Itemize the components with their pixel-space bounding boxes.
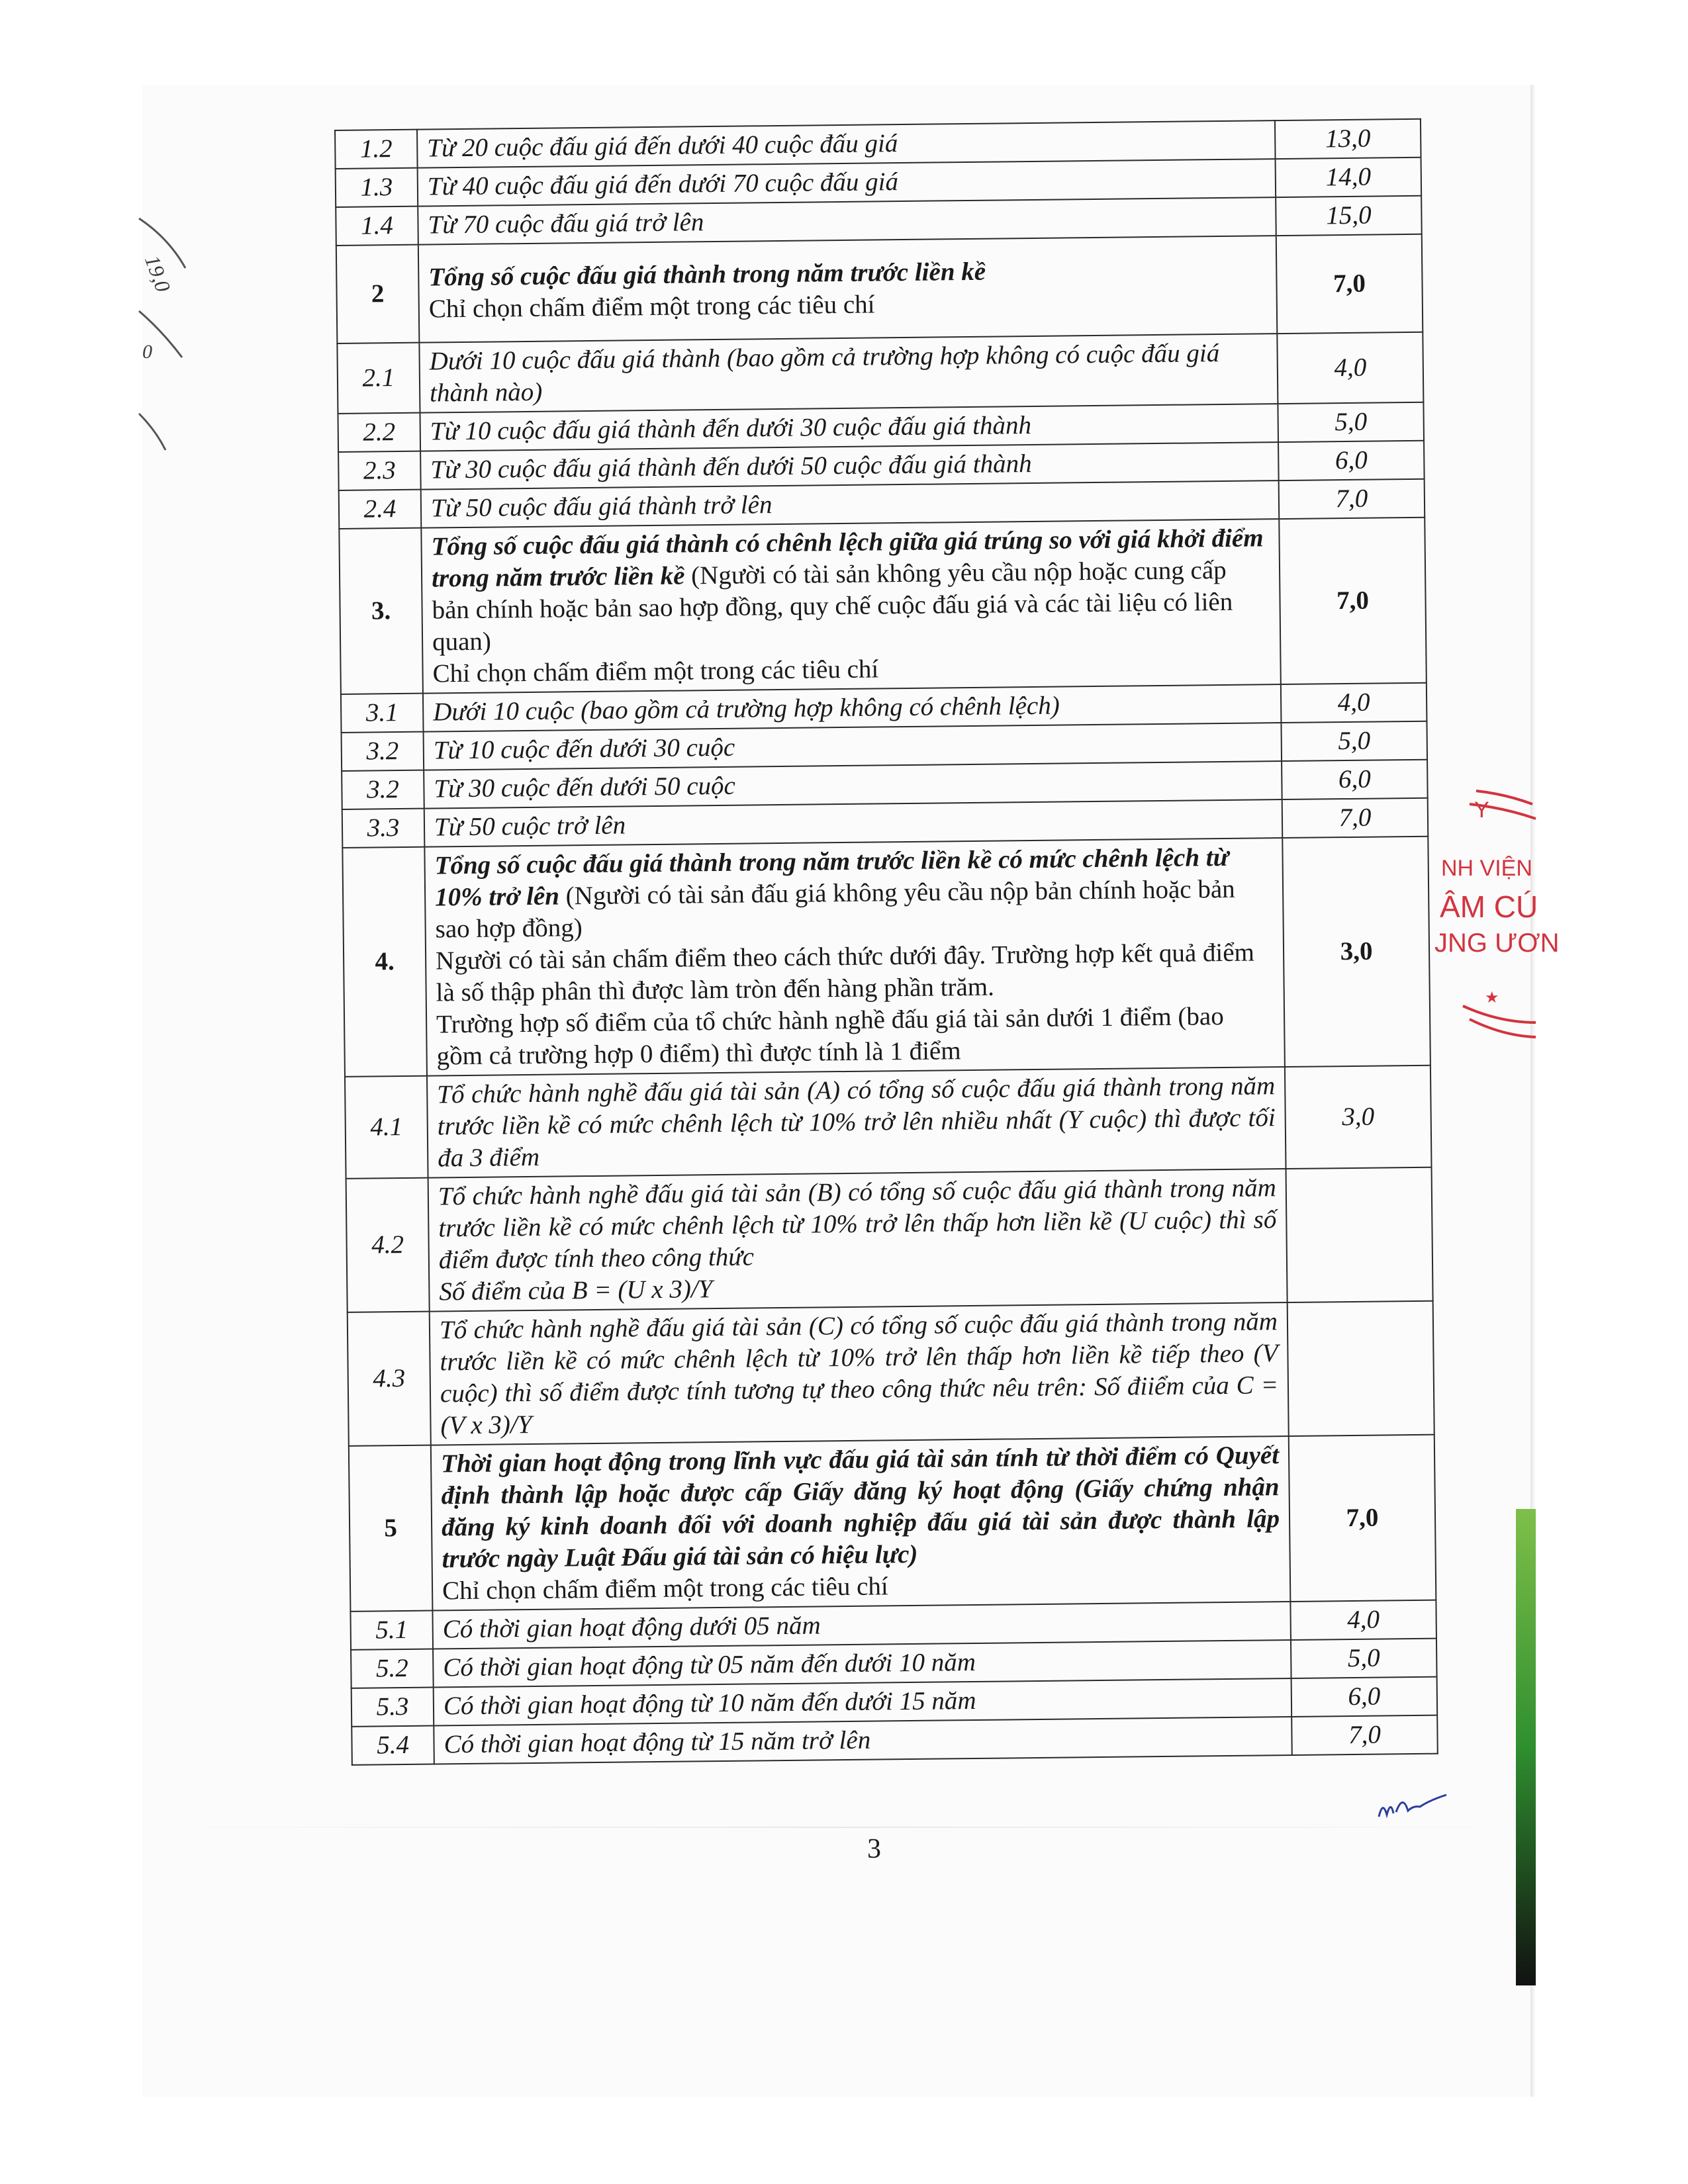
criteria-text: Từ 30 cuộc đến dưới 50 cuộc xyxy=(424,761,1282,809)
criteria-title-note: (Người có tài sản không yêu cầu nộp hoặc cung cấp bản chính hoặc bản sao hợp đồng, quy chế cuộc đấu giá và các tài liệu có liên quan) xyxy=(432,555,1233,657)
criteria-heading xyxy=(431,1436,1291,1611)
points-value: 7,0 xyxy=(1279,479,1425,519)
row-number: 3.2 xyxy=(342,770,424,809)
table-row-main xyxy=(342,837,1430,1077)
points-value: 6,0 xyxy=(1282,760,1428,799)
criteria-title: Tổng số cuộc đấu giá thành có chênh lệch giữa giá trúng so với giá khởi điểm trong năm trước liền kề xyxy=(431,523,1264,593)
points-value: 4,0 xyxy=(1281,683,1427,723)
points-value xyxy=(1288,1301,1434,1436)
background-strip xyxy=(1516,1509,1536,1985)
points-value: 3,0 xyxy=(1282,837,1430,1067)
row-number: 4.3 xyxy=(348,1312,431,1446)
criteria-heading xyxy=(424,838,1285,1076)
criteria-text: Từ 50 cuộc đấu giá thành trở lên xyxy=(421,480,1280,528)
criteria-title: Thời gian hoạt động trong lĩnh vực đấu giá tài sản tính từ thời điểm có Quyết định thành lập hoặc được cấp Giấy đăng ký hoạt động (Giấy chứng nhận đăng ký kinh doanh đối với doanh nghiệp đấu giá tài sản được thành lập trước ngày Luật Đấu giá tài sản có hiệu lực) xyxy=(440,1441,1280,1574)
signature-initials xyxy=(1374,1780,1453,1827)
row-number: 1.2 xyxy=(335,130,418,169)
criteria-text-body: Tổ chức hành nghề đấu giá tài sản (B) có tổng số cuộc đấu giá thành trong năm trước liền kề có mức chênh lệch từ 10% trở lên thấp hơn liền kề (U cuộc) thì số điểm được tính theo công thức xyxy=(438,1173,1277,1275)
criteria-note: Chỉ chọn chấm điểm một trong các tiêu chí xyxy=(432,655,879,688)
official-stamp xyxy=(1427,778,1560,1056)
stamp-text-4: JNG ƯƠN xyxy=(1434,929,1560,958)
stamp-star-icon: ★ xyxy=(1485,989,1499,1007)
criteria-text: Từ 50 cuộc trở lên xyxy=(424,799,1283,847)
points-value: 4,0 xyxy=(1290,1600,1436,1640)
criteria-title: Tổng số cuộc đấu giá thành trong năm trước liền kề có mức chênh lệch từ 10% trở lên xyxy=(434,842,1229,912)
criteria-text: Có thời gian hoạt động từ 05 năm đến dưới 10 năm xyxy=(433,1640,1291,1688)
criteria-heading xyxy=(418,236,1277,343)
points-value: 15,0 xyxy=(1276,196,1422,236)
points-value: 5,0 xyxy=(1291,1639,1437,1678)
row-number: 2.2 xyxy=(338,413,420,452)
criteria-title-note: (Người có tài sản đấu giá không yêu cầu nộp bản chính hoặc bản sao hợp đồng) xyxy=(435,874,1235,944)
points-value: 6,0 xyxy=(1278,441,1425,480)
points-value: 5,0 xyxy=(1281,721,1427,761)
table-row-main xyxy=(336,234,1423,343)
criteria-text: Có thời gian hoạt động từ 15 năm trở lên xyxy=(434,1717,1292,1764)
criteria-text: Dưới 10 cuộc đấu giá thành (bao gồm cả trường hợp không có cuộc đấu giá thành nào) xyxy=(419,334,1278,413)
points-value: 7,0 xyxy=(1289,1435,1436,1602)
row-number: 5.4 xyxy=(352,1726,434,1765)
scoring-table xyxy=(334,118,1438,1766)
table-row xyxy=(348,1301,1434,1446)
stamp-text-1: Y xyxy=(1474,797,1489,823)
criteria-text: Có thời gian hoạt động từ 10 năm đến dưới 15 năm xyxy=(434,1678,1292,1726)
row-number: 2.3 xyxy=(338,451,421,490)
table-row xyxy=(346,1167,1433,1312)
stamp-text-2: NH VIỆN xyxy=(1441,856,1532,881)
points-value: 3,0 xyxy=(1285,1066,1432,1169)
criteria-text: Từ 70 cuộc đấu giá trở lên xyxy=(418,197,1276,245)
criteria-text xyxy=(428,1169,1288,1312)
criteria-heading xyxy=(421,519,1281,694)
criteria-text: Dưới 10 cuộc (bao gồm cả trường hợp không có chênh lệch) xyxy=(423,684,1282,732)
row-number: 1.4 xyxy=(336,206,418,246)
points-value: 14,0 xyxy=(1276,158,1422,197)
row-number: 2.4 xyxy=(339,490,422,529)
row-number: 2 xyxy=(336,245,420,343)
criteria-text: Từ 20 cuộc đấu giá đến dưới 40 cuộc đấu giá xyxy=(417,120,1276,168)
margin-score-note: 19,0 xyxy=(140,251,175,295)
row-number: 3. xyxy=(339,528,423,694)
criteria-text: Tổ chức hành nghề đấu giá tài sản (A) có tổng số cuộc đấu giá thành trong năm trước liền kề có mức chênh lệch từ 10% trở lên nhiều nhất (Y cuộc) thì được tối đa 3 điểm xyxy=(427,1067,1286,1178)
points-value: 7,0 xyxy=(1279,518,1427,684)
page-number: 3 xyxy=(867,1834,881,1864)
stamp-text-3: ÂM CÚ xyxy=(1440,889,1538,924)
table-row xyxy=(345,1066,1432,1179)
row-number: 4.2 xyxy=(346,1178,430,1312)
criteria-text: Từ 10 cuộc đấu giá thành đến dưới 30 cuộc đấu giá thành xyxy=(420,404,1278,451)
points-value: 4,0 xyxy=(1277,332,1423,404)
row-number: 4. xyxy=(342,847,427,1077)
page-crease xyxy=(142,1827,1536,1828)
row-number: 5.2 xyxy=(351,1649,434,1688)
row-number: 3.2 xyxy=(342,732,424,771)
criteria-text: Từ 10 cuộc đến dưới 30 cuộc xyxy=(424,723,1282,770)
table-row-main xyxy=(349,1435,1436,1612)
points-value: 7,0 xyxy=(1291,1715,1438,1755)
criteria-note: Người có tài sản chấm điểm theo cách thức dưới đây. Trường hợp kết quả điểm là số thập phân thì được làm tròn đến hàng phần trăm. xyxy=(435,938,1255,1007)
row-number: 5.3 xyxy=(352,1688,434,1727)
row-number: 3.3 xyxy=(342,809,425,848)
points-value: 7,0 xyxy=(1282,798,1429,838)
points-value: 7,0 xyxy=(1276,234,1423,334)
row-number: 3.1 xyxy=(341,694,424,733)
points-value: 13,0 xyxy=(1275,119,1421,159)
row-number: 1.3 xyxy=(336,168,418,207)
criteria-text: Tổ chức hành nghề đấu giá tài sản (C) có tổng số cuộc đấu giá thành trong năm trước liền kề có mức chênh lệch từ 10% trở lên thấp hơn liền kề tiếp theo (V cuộc) thì số điểm được tính tương tự theo công thức nêu trên: Số điiểm của C = (V x 3)/Y xyxy=(430,1302,1289,1445)
criteria-formula: Số điểm của B = (U x 3)/Y xyxy=(439,1275,713,1306)
row-number: 5 xyxy=(349,1445,433,1612)
criteria-text: Từ 40 cuộc đấu giá đến dưới 70 cuộc đấu giá xyxy=(418,159,1276,206)
points-value xyxy=(1286,1167,1433,1302)
criteria-note-2: Trường hợp số điểm của tổ chức hành nghề đấu giá tài sản dưới 1 điểm (bao gồm cả trường hợp 0 điểm) thì được tính là 1 điểm xyxy=(436,1002,1224,1071)
row-number: 5.1 xyxy=(350,1611,433,1650)
margin-zero-note: 0 xyxy=(142,341,152,363)
criteria-note: Chỉ chọn chấm điểm một trong các tiêu chí xyxy=(442,1572,888,1606)
criteria-title: Tổng số cuộc đấu giá thành trong năm trước liền kề xyxy=(428,257,986,292)
criteria-text: Từ 30 cuộc đấu giá thành đến dưới 50 cuộc đấu giá thành xyxy=(420,442,1279,490)
criteria-note: Chỉ chọn chấm điểm một trong các tiêu chí xyxy=(428,290,875,324)
row-number: 2.1 xyxy=(337,343,420,414)
table-row-main xyxy=(339,518,1427,694)
table-row xyxy=(337,332,1423,414)
points-value: 5,0 xyxy=(1278,402,1424,442)
row-number: 4.1 xyxy=(345,1076,428,1179)
points-value: 6,0 xyxy=(1291,1677,1438,1717)
criteria-text: Có thời gian hoạt động dưới 05 năm xyxy=(432,1602,1291,1649)
